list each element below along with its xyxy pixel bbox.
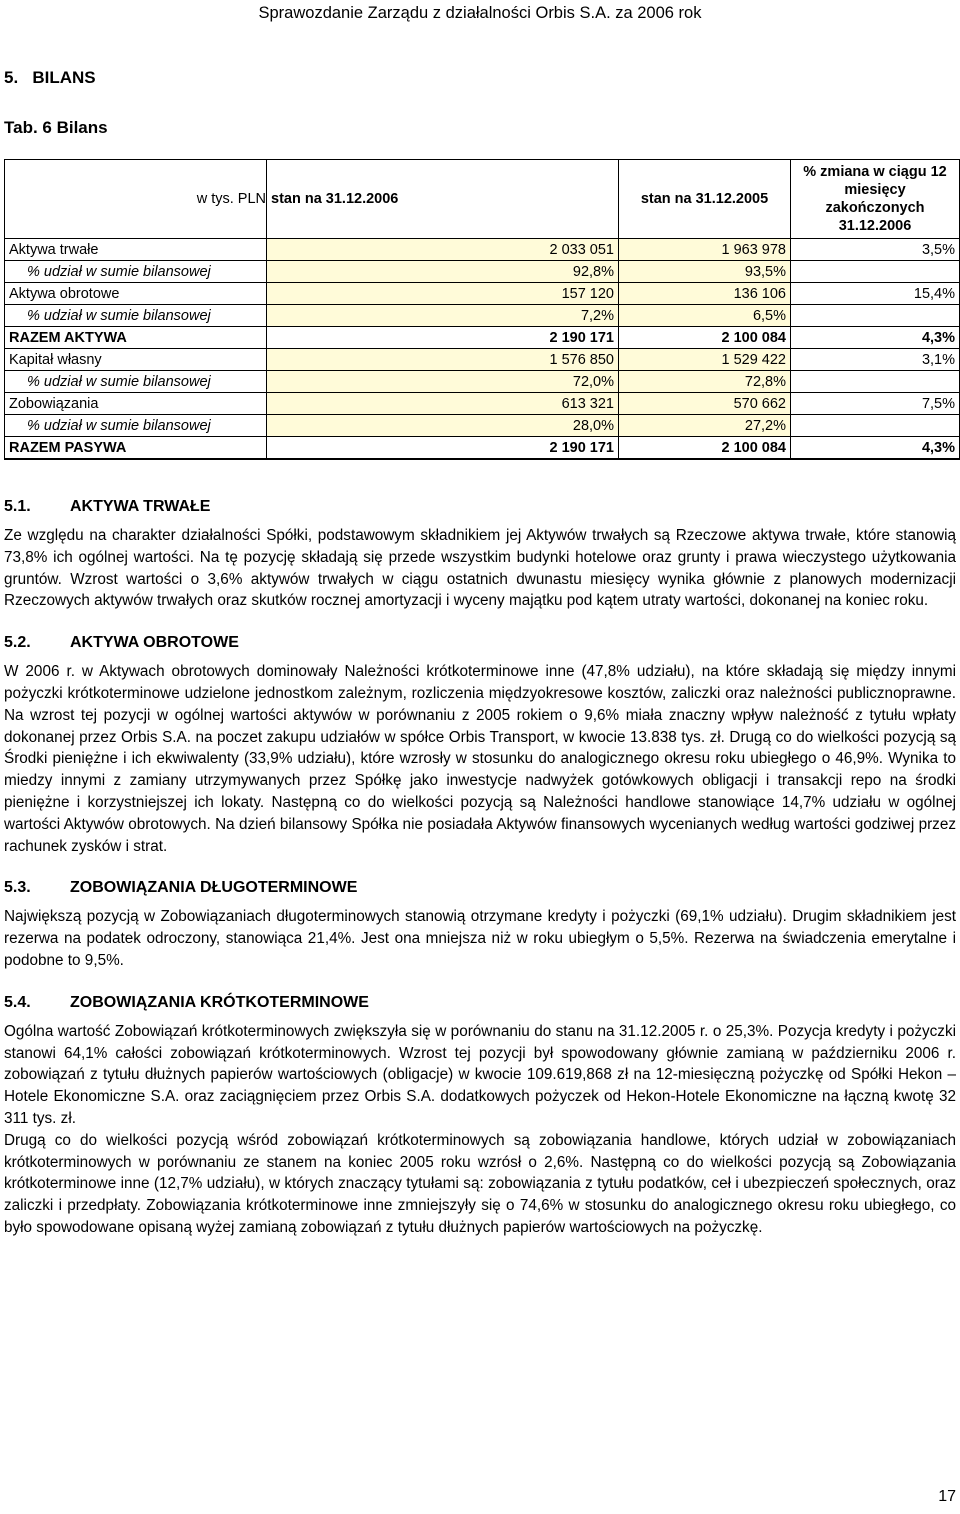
value-change: 3,1%	[791, 349, 960, 371]
text-sections	[4, 498, 956, 1261]
value-change	[791, 415, 960, 437]
value-2006: 2 190 171	[267, 327, 619, 349]
paragraph: W 2006 r. w Aktywach obrotowych dominowały Należności krótkoterminowe inne (47,8% udziału), na które składają się między innymi pożyczki krótkoterminowe udzielone jednostkom zależnym, rozliczenia międzyokresowe kosztów, zaliczki oraz należności publicznoprawne. Na wzrost tej pozycji w ogólnej wartości aktywów w porównaniu z 2005 rokiem o 9,6% miała znaczny wpływ należność z tytułu wpłaty dokonanej przez Orbis S.A. na poczet zakupu udziałów w spółce Orbis Transport, w kwocie 13.838 tys. zł. Drugą co do wielkości pozycją są Środki pieniężne i ich ekwiwalenty (33,9% udziału), które wzrosły w stosunku do analogicznego okresu roku ubiegłego o 46,9%. Wynika to miedzy innymi z zamiany utrzymywanych przez Spółkę jako inwestycje nadwyżek gotówkowych obligacji i transakcji repo na środki pieniężne i korzystniejszej ich lokaty. Następną co do wielkości pozycją są Należności handlowe stanowiące 14,7% udziału w ogólnej wartości Aktywów obrotowych. Na dzień bilansowy Spółka nie posiadała Aktywów finansowych wycenianych według wartości godziwej przez rachunek zysków i strat.	[4, 663, 956, 855]
row-label: % udział w sumie bilansowej	[5, 261, 267, 283]
section-body	[4, 661, 956, 857]
value-2005: 72,8%	[619, 371, 791, 393]
value-change	[791, 305, 960, 327]
section-5-3	[4, 879, 956, 971]
table-row	[5, 239, 960, 261]
table-row	[5, 327, 960, 349]
section-number: 5.3.	[4, 879, 31, 897]
value-2005: 136 106	[619, 283, 791, 305]
page-header: Sprawozdanie Zarządu z działalności Orbis S.A. za 2006 rok	[258, 4, 702, 22]
page-number: 17	[938, 1488, 956, 1505]
value-2005: 1 529 422	[619, 349, 791, 371]
row-label: Aktywa obrotowe	[5, 283, 267, 305]
section-body	[4, 1021, 956, 1239]
section-title: AKTYWA TRWAŁE	[70, 498, 211, 515]
section-5-2	[4, 634, 956, 857]
value-change	[791, 371, 960, 393]
section-title: ZOBOWIĄZANIA DŁUGOTERMINOWE	[70, 879, 358, 897]
value-change: 4,3%	[791, 327, 960, 349]
section-number: 5.4.	[4, 993, 31, 1011]
paragraph: Ogólna wartość Zobowiązań krótkoterminowych zwiększyła się w porównaniu do stanu na 31.12.2005 r. o 25,3%. Pozycja kredyty i pożyczki stanowi 64,1% całości zobowiązań krótkoterminowych. Wzrost tej pozycji był spowodowany głównie zamianą w październiku 2006 r. zobowiązań z tytułu dłużnych papierów wartościowych (obligacje) w kwocie 109.619,868 zł na 12-miesięczną pożyczkę od Spółki Hekon – Hotele Ekonomiczne S.A. oraz zaciągnięciem przez Orbis S.A. dodatkowych pożyczek od Hekon-Hotele Ekonomiczne na łączną kwotę 32 311 tys. zł.	[4, 1022, 956, 1127]
value-2006: 7,2%	[267, 305, 619, 327]
table-row	[5, 261, 960, 283]
section-heading-bilans: 5. BILANS	[4, 68, 96, 87]
section-heading	[4, 994, 956, 1012]
value-change: 7,5%	[791, 393, 960, 415]
section-heading	[4, 879, 956, 897]
value-2005: 2 100 084	[619, 437, 791, 460]
value-2006: 2 190 171	[267, 437, 619, 460]
section-heading	[4, 498, 956, 516]
value-change: 3,5%	[791, 239, 960, 261]
table-row	[5, 283, 960, 305]
value-change: 4,3%	[791, 437, 960, 460]
value-2005: 2 100 084	[619, 327, 791, 349]
value-2006: 92,8%	[267, 261, 619, 283]
section-5-4	[4, 994, 956, 1239]
value-2006: 2 033 051	[267, 239, 619, 261]
value-2005: 27,2%	[619, 415, 791, 437]
value-2006: 1 576 850	[267, 349, 619, 371]
column-header-change-text: % zmiana w ciągu 12 miesięcy zakończonych 31.12.2006	[803, 164, 947, 234]
paragraph: Największą pozycją w Zobowiązaniach długoterminowych stanowią otrzymane kredyty i pożyczki (69,1% udziału). Drugim składnikiem jest rezerwa na podatek odroczony, stanowiąca 21,4%. Jest ona mniejsza niż w roku ubiegłym o 5,5%. Rezerwa na świadczenia emerytalne i podobne to 9,5%.	[4, 908, 956, 969]
section-heading	[4, 634, 956, 652]
balance-table	[4, 159, 960, 460]
section-title: AKTYWA OBROTOWE	[70, 634, 239, 652]
table-header-row	[5, 160, 960, 239]
section-body	[4, 906, 956, 971]
value-change: 15,4%	[791, 283, 960, 305]
table-title: Tab. 6 Bilans	[4, 118, 108, 137]
row-label: % udział w sumie bilansowej	[5, 415, 267, 437]
table-row	[5, 437, 960, 460]
table-row	[5, 415, 960, 437]
value-2006: 157 120	[267, 283, 619, 305]
row-label: RAZEM PASYWA	[5, 437, 267, 460]
section-body	[4, 525, 956, 612]
value-2006: 28,0%	[267, 415, 619, 437]
row-label: % udział w sumie bilansowej	[5, 305, 267, 327]
column-header-2006: stan na 31.12.2006	[267, 160, 619, 239]
row-label: Zobowiązania	[5, 393, 267, 415]
value-change	[791, 261, 960, 283]
section-number: 5.2.	[4, 634, 31, 652]
value-2005: 1 963 978	[619, 239, 791, 261]
value-2006: 613 321	[267, 393, 619, 415]
section-title: ZOBOWIĄZANIA KRÓTKOTERMINOWE	[70, 993, 369, 1011]
row-label: Aktywa trwałe	[5, 239, 267, 261]
section-5-1	[4, 498, 956, 612]
value-2005: 570 662	[619, 393, 791, 415]
value-2006: 72,0%	[267, 371, 619, 393]
table-row	[5, 371, 960, 393]
paragraph: Drugą co do wielkości pozycją wśród zobowiązań krótkoterminowych są zobowiązania handlowe, których udział w zobowiązaniach krótkoterminowych w porównaniu ze stanem na koniec 2005 roku wzrósł o 2,6%. Następną co do wielkości pozycją są Zobowiązania krótkoterminowe inne (12,7% udziału), w których znaczący tytułami są: zobowiązania z tytułu podatków, ceł i ubezpieczeń społecznych, oraz zaliczki i przedpłaty. Zobowiązania krótkoterminowe inne zmniejszyły się o 74,6% w stosunku do analogicznego okresu roku ubiegłego, co było spowodowane opisaną wyżej zamianą zobowiązań z tytułu dłużnych papierów wartościowych na pożyczkę.	[4, 1131, 956, 1236]
value-2005: 6,5%	[619, 305, 791, 327]
table-row	[5, 349, 960, 371]
column-header-change	[791, 160, 960, 239]
row-label: % udział w sumie bilansowej	[5, 371, 267, 393]
value-2005: 93,5%	[619, 261, 791, 283]
column-header-unit: w tys. PLN	[5, 160, 267, 239]
table-row	[5, 305, 960, 327]
paragraph: Ze względu na charakter działalności Spółki, podstawowym składnikiem jej Aktywów trwałych są Rzeczowe aktywa trwałe, które stanowią 73,8% ich ogólnej wartości. Na tę pozycję składają się przede wszystkim budynki hotelowe oraz grunty i prawa wieczystego użytkowania gruntów. Wzrost wartości o 3,6% aktywów trwałych w ciągu ostatnich dwunastu miesięcy wynika głównie z planowych modernizacji Rzeczowych aktywów trwałych oraz skutków rocznej amortyzacji i wyceny majątku pod kątem utraty wartości, dokonanej na koniec roku.	[4, 527, 956, 610]
section-number: 5.1.	[4, 498, 31, 515]
row-label: Kapitał własny	[5, 349, 267, 371]
table-row	[5, 393, 960, 415]
row-label: RAZEM AKTYWA	[5, 327, 267, 349]
column-header-2005: stan na 31.12.2005	[619, 160, 791, 239]
